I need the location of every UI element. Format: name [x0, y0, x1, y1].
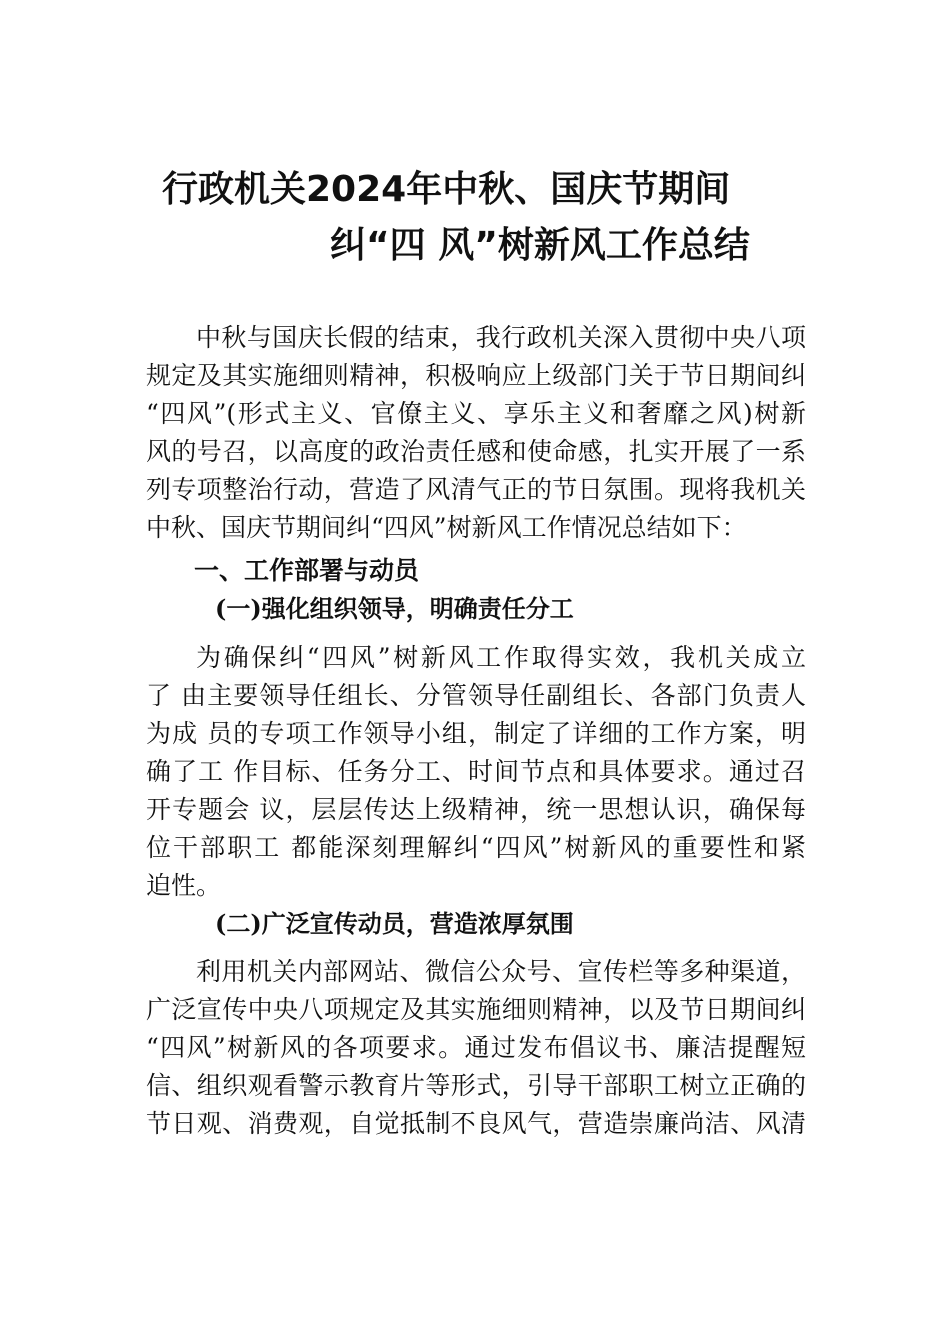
body-line: 利用机关内部网站、微信公众号、宣传栏等多种渠道， [196, 957, 806, 986]
body-line: 位干部职工 都能深刻理解纠“四风”树新风的重要性和紧 [146, 833, 806, 862]
body-line: 为确保纠“四风”树新风工作取得实效，我机关成立 [196, 643, 806, 672]
subsection-heading: (二)广泛宣传动员，营造浓厚氛围 [215, 909, 574, 938]
intro-line: 中秋与国庆长假的结束，我行政机关深入贯彻中央八项 [196, 323, 806, 352]
body-line: 开专题会 议，层层传达上级精神，统一思想认识，确保每 [146, 795, 806, 824]
body-line: 了 由主要领导任组长、分管领导任副组长、各部门负责人 [146, 681, 806, 710]
intro-line: 规定及其实施细则精神，积极响应上级部门关于节日期间纠 [146, 361, 806, 390]
intro-line: 中秋、国庆节期间纠“四风”树新风工作情况总结如下： [146, 513, 747, 542]
body-line: 广泛宣传中央八项规定及其实施细则精神，以及节日期间纠 [146, 995, 806, 1024]
section-heading: 一、工作部署与动员 [194, 556, 420, 585]
body-line: 信、组织观看警示教育片等形式，引导干部职工树立正确的 [146, 1071, 806, 1100]
body-line: 为成 员的专项工作领导小组，制定了详细的工作方案，明 [146, 719, 806, 748]
document-title-line-1: 行政机关2024年中秋、国庆节期间 [162, 169, 731, 210]
intro-line: 列专项整治行动，营造了风清气正的节日氛围。现将我机关 [146, 475, 806, 504]
body-line: 节日观、消费观，自觉抵制不良风气，营造崇廉尚洁、风清 [146, 1109, 806, 1138]
body-line: 确了工 作目标、任务分工、时间节点和具体要求。通过召 [146, 757, 806, 786]
subsection-heading: (一)强化组织领导，明确责任分工 [215, 594, 574, 623]
intro-line: 风的号召，以高度的政治责任感和使命感，扎实开展了一系 [146, 437, 806, 466]
body-line: 迫性。 [146, 871, 222, 900]
body-line: “四风”树新风的各项要求。通过发布倡议书、廉洁提醒短 [146, 1033, 806, 1062]
document-title-line-2: 纠“四 风”树新风工作总结 [330, 225, 750, 266]
intro-line: “四风”(形式主义、官僚主义、享乐主义和奢靡之风)树新 [146, 399, 806, 428]
